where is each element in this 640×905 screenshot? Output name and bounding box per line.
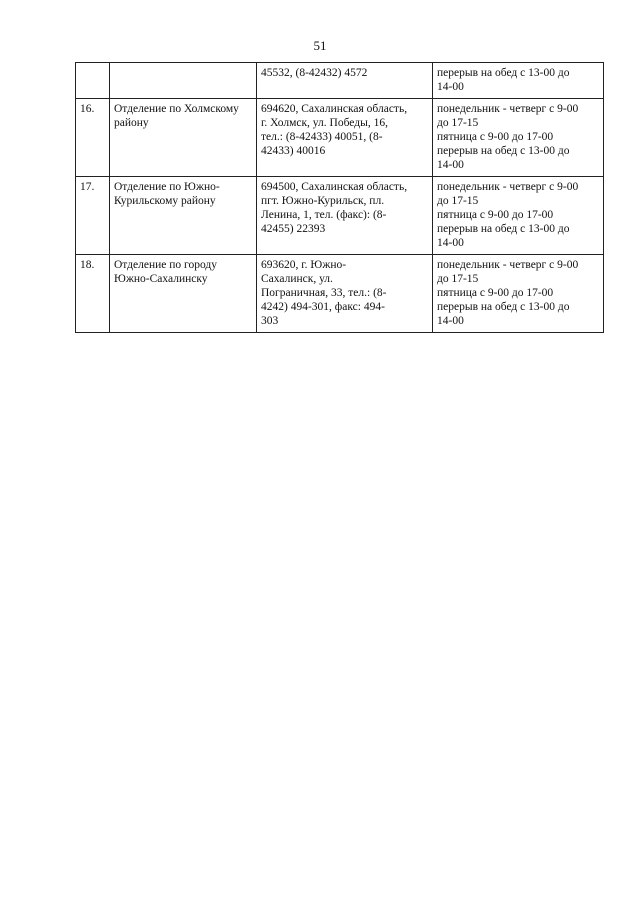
- hours-line: пятница с 9-00 до 17-00: [437, 287, 554, 299]
- row-number-cell: 18.: [76, 255, 110, 333]
- table-row: [76, 255, 604, 333]
- hours-line: пятница с 9-00 до 17-00: [437, 209, 554, 221]
- hours-line: 14-00: [437, 159, 464, 171]
- address-cell: [257, 99, 433, 177]
- office-name-line: Отделение по городу: [114, 259, 217, 271]
- address-line: 694500, Сахалинская область,: [261, 181, 408, 193]
- hours-line: до 17-15: [437, 195, 479, 207]
- hours-line: перерыв на обед с 13-00 до: [437, 301, 570, 313]
- office-name-line: Южно-Сахалинску: [114, 273, 208, 285]
- address-line: 4242) 494-301, факс: 494-: [261, 301, 385, 313]
- office-name-line: Курильскому району: [114, 195, 216, 207]
- hours-line: 14-00: [437, 315, 464, 327]
- address-cell: [257, 255, 433, 333]
- hours-line: перерыв на обед с 13-00 до: [437, 67, 570, 79]
- hours-line: 14-00: [437, 237, 464, 249]
- address-cell: [257, 63, 433, 99]
- address-line: 303: [261, 315, 279, 327]
- offices-table: [75, 62, 604, 333]
- table-row: [76, 63, 604, 99]
- hours-line: понедельник - четверг с 9-00: [437, 181, 579, 193]
- hours-line: пятница с 9-00 до 17-00: [437, 131, 554, 143]
- address-line: 693620, г. Южно-: [261, 259, 347, 271]
- page-number: 51: [313, 38, 327, 53]
- address-cell: [257, 177, 433, 255]
- hours-cell: [433, 255, 604, 333]
- address-line: пгт. Южно-Курильск, пл.: [261, 195, 385, 207]
- hours-cell: [433, 99, 604, 177]
- hours-line: понедельник - четверг с 9-00: [437, 103, 579, 115]
- address-line: тел.: (8-42433) 40051, (8-: [261, 131, 383, 143]
- office-name-cell: [110, 255, 257, 333]
- hours-line: перерыв на обед с 13-00 до: [437, 145, 570, 157]
- hours-cell: [433, 177, 604, 255]
- hours-line: понедельник - четверг с 9-00: [437, 259, 579, 271]
- row-number-cell: 16.: [76, 99, 110, 177]
- address-line: 42433) 40016: [261, 145, 326, 157]
- hours-line: до 17-15: [437, 117, 479, 129]
- address-line: Ленина, 1, тел. (факс): (8-: [261, 209, 387, 221]
- address-line: г. Холмск, ул. Победы, 16,: [261, 117, 388, 129]
- office-name-line: Отделение по Холмскому: [114, 103, 239, 115]
- address-line: 45532, (8-42432) 4572: [261, 67, 368, 79]
- hours-cell: [433, 63, 604, 99]
- address-line: Пограничная, 33, тел.: (8-: [261, 287, 387, 299]
- office-name-line: району: [114, 117, 149, 129]
- office-name-cell: [110, 99, 257, 177]
- address-line: 42455) 22393: [261, 223, 326, 235]
- row-number-cell: 17.: [76, 177, 110, 255]
- table-row: [76, 177, 604, 255]
- hours-line: 14-00: [437, 81, 464, 93]
- hours-line: до 17-15: [437, 273, 479, 285]
- office-name-cell: [110, 63, 257, 99]
- office-name-line: Отделение по Южно-: [114, 181, 220, 193]
- office-name-cell: [110, 177, 257, 255]
- row-number-cell: [76, 63, 110, 99]
- address-line: Сахалинск, ул.: [261, 273, 333, 285]
- hours-line: перерыв на обед с 13-00 до: [437, 223, 570, 235]
- address-line: 694620, Сахалинская область,: [261, 103, 408, 115]
- table-row: [76, 99, 604, 177]
